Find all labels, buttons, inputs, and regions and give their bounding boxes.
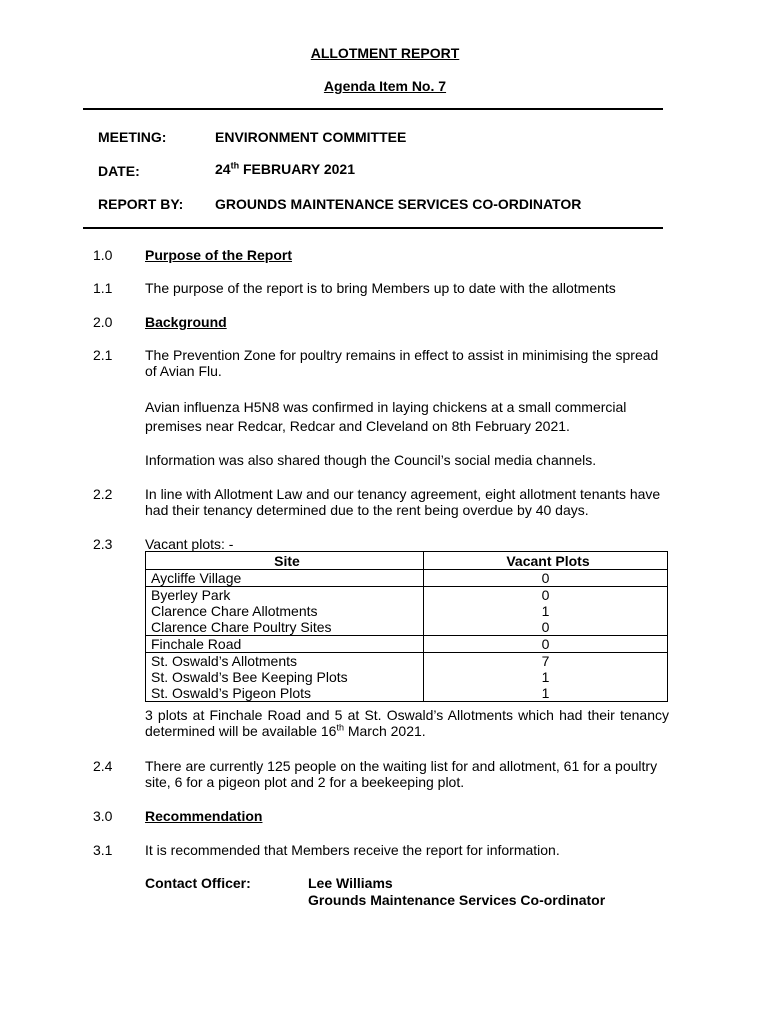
report-by-value: GROUNDS MAINTENANCE SERVICES CO-ORDINATOR: [215, 196, 582, 212]
site-cell: Clarence Chare Allotments: [146, 603, 424, 619]
section-number: 2.2: [93, 486, 113, 502]
table-header-row: [146, 552, 668, 570]
table-row: [146, 669, 668, 685]
site-cell: Finchale Road: [146, 636, 424, 653]
bottom-rule: [83, 227, 663, 229]
vacant-cell: 1: [424, 685, 668, 702]
paragraph-1-1: The purpose of the report is to bring Members up to date with the allotments: [145, 280, 616, 296]
table-row: [146, 619, 668, 636]
contact-officer-role: Grounds Maintenance Services Co-ordinator: [308, 892, 606, 908]
paragraph-2-1: The Prevention Zone for poultry remains in effect to assist in minimising the spread of Avian Flu.: [145, 347, 659, 379]
report-by-label: REPORT BY:: [98, 196, 184, 212]
section-number: 2.4: [93, 758, 113, 774]
vacant-cell: 7: [424, 653, 668, 670]
section-number: 1.1: [93, 280, 113, 296]
site-cell: Aycliffe Village: [146, 570, 424, 587]
vacant-cell: 1: [424, 603, 668, 619]
date-label: DATE:: [98, 163, 140, 179]
contact-officer-name: Lee Williams: [308, 875, 393, 891]
vacant-plots-intro: Vacant plots: -: [145, 536, 234, 552]
meeting-label: MEETING:: [98, 129, 167, 145]
paragraph-2-4: There are currently 125 people on the waiting list for and allotment, 61 for a poultry site, 6 for a pigeon plot and 2 for a beekeeping plot.: [145, 758, 658, 790]
contact-officer-label: Contact Officer:: [145, 875, 251, 891]
report-title: ALLOTMENT REPORT: [310, 45, 460, 61]
section-number: 1.0: [93, 247, 113, 263]
paragraph-2-1-social: Information was also shared though the Council’s social media channels.: [145, 452, 597, 468]
vacant-cell: 0: [424, 587, 668, 604]
site-cell: St. Oswald’s Bee Keeping Plots: [146, 669, 424, 685]
column-header-vacant-plots: Vacant Plots: [424, 552, 668, 570]
section-number: 2.1: [93, 347, 113, 363]
table-row: [146, 587, 668, 604]
vacant-cell: 0: [424, 570, 668, 587]
section-heading-recommendation: Recommendation: [145, 808, 263, 824]
paragraph-2-2: In line with Allotment Law and our tenancy agreement, eight allotment tenants have had their tenancy determined due to the rent being overdue by 40 days.: [145, 486, 661, 518]
section-number: 3.0: [93, 808, 113, 824]
paragraph-2-3-availability: 3 plots at Finchale Road and 5 at St. Oswald’s Allotments which had their tenancy determined will be available 16th March 2021.: [145, 707, 669, 739]
site-cell: Byerley Park: [146, 587, 424, 604]
meeting-value: ENVIRONMENT COMMITTEE: [215, 129, 407, 145]
vacant-cell: 1: [424, 669, 668, 685]
vacant-plots-table: [145, 551, 668, 702]
site-cell: St. Oswald’s Pigeon Plots: [146, 685, 424, 702]
vacant-cell: 0: [424, 619, 668, 636]
section-heading-background: Background: [145, 314, 227, 330]
column-header-site: Site: [146, 552, 424, 570]
section-number: 2.0: [93, 314, 113, 330]
table-row: [146, 603, 668, 619]
table-row: [146, 685, 668, 702]
section-number: 2.3: [93, 536, 113, 552]
section-number: 3.1: [93, 842, 113, 858]
paragraph-2-1-avian: Avian influenza H5N8 was confirmed in laying chickens at a small commercial premises near Redcar, Redcar and Cleveland on 8th February 2021.: [145, 399, 627, 434]
table-row: [146, 570, 668, 587]
table-row: [146, 653, 668, 670]
site-cell: St. Oswald’s Allotments: [146, 653, 424, 670]
site-cell: Clarence Chare Poultry Sites: [146, 619, 424, 636]
vacant-cell: 0: [424, 636, 668, 653]
date-value: 24th FEBRUARY 2021: [215, 160, 356, 177]
paragraph-3-1: It is recommended that Members receive the report for information.: [145, 842, 560, 858]
table-row: [146, 636, 668, 653]
section-heading-purpose: Purpose of the Report: [145, 247, 293, 263]
top-rule: [83, 108, 663, 110]
agenda-item: Agenda Item No. 7: [323, 78, 447, 94]
